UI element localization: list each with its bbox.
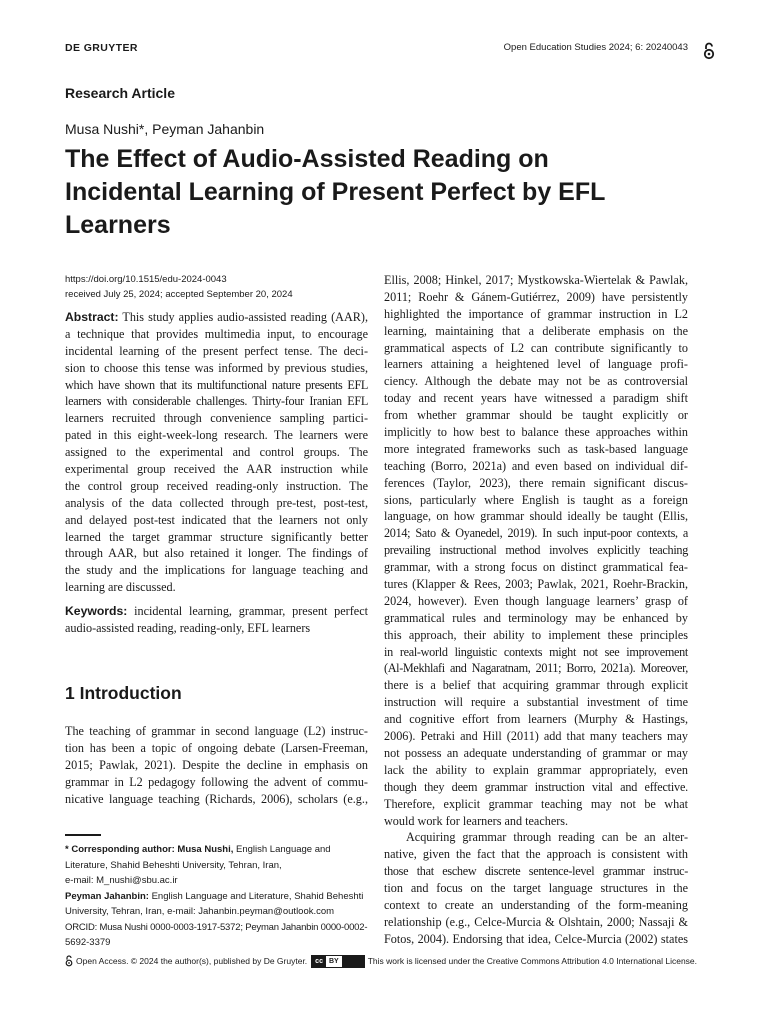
abstract-line: learning are discussed. — [65, 580, 176, 595]
body-line: Ellis, 2008; Hinkel, 2017; Mystkowska-Wiertelak & Pawlak, — [384, 273, 688, 287]
abstract-line: through AAR, but also retained it longer. The findings of — [65, 546, 368, 561]
body-line: Acquiring grammar through reading can be an alter- — [406, 830, 688, 845]
body-line: would work for learners and teachers. — [384, 813, 569, 828]
footnote-line: 5692-3379 — [65, 937, 111, 948]
article-category: Research Article — [65, 85, 175, 101]
second-author-label: Peyman Jahanbin: — [65, 890, 149, 902]
footnotes — [65, 842, 368, 951]
cc-label: cc — [312, 956, 326, 967]
open-access-lock-icon — [65, 955, 73, 967]
footnote-line: Literature, Shahid Beheshti University, Tehran, Iran, — [65, 859, 282, 871]
abstract-line: incidental learning of the present perfect tense. The deci- — [65, 343, 368, 358]
body-line: learners attaining a heightened level of language profi- — [384, 357, 688, 372]
body-line: in real-world linguistic contexts might not see improvement — [384, 644, 688, 659]
abstract-line: a technique that provides multimedia input, to encourage — [65, 326, 368, 341]
abstract-label: Abstract: — [65, 310, 119, 324]
body-line: instruction will require a substantial investment of time — [384, 695, 688, 710]
body-line: sions, particularly where English is taught as a foreign — [384, 492, 688, 507]
body-line: grammatical aspects of L2 can contribute significantly to — [384, 340, 688, 355]
body-line: context to create an understanding of the form-meaning — [384, 897, 688, 912]
body-line: 2024, however). Even though language learners’ grasp of — [384, 593, 688, 608]
publisher-logo: DE GRUYTER — [65, 42, 138, 54]
body-line: not possess an adequate understanding of grammar or may — [384, 745, 688, 760]
footnote-line: University, Tehran, Iran, e-mail: Jahanbin.peyman@outlook.com — [65, 906, 335, 917]
body-line: grammar in L2 pedagogy following the advent of commu- — [65, 774, 368, 789]
abstract-line: sion to choose this tense was informed by previous studies, — [65, 360, 368, 375]
by-label: BY — [328, 957, 339, 965]
doi-link[interactable]: https://doi.org/10.1515/edu-2024-0043 — [65, 274, 227, 285]
abstract-line: learned the target grammar structure significantly better — [65, 529, 368, 544]
body-line: 2014; Sato & Oyanedel, 2019). In such input-poor contexts, a — [384, 526, 688, 541]
body-line: from whether grammar should be taught explicitly or — [384, 408, 688, 423]
body-line: tures (Klapper & Rees, 2003; Pawlak, 2021, Roehr-Brackin, — [384, 577, 688, 592]
body-line: tion has been a topic of ongoing debate (Larsen-Freeman, — [65, 740, 368, 755]
body-line: (Al-Mekhlafi and Nagaratnam, 2011; Borro, 2021a). Moreover, — [384, 661, 688, 676]
article-title — [65, 143, 705, 242]
footnote-divider — [65, 834, 101, 836]
body-line: grammar, with a strong focus on distinct grammatical fea- — [384, 560, 688, 575]
title-line: The Effect of Audio-Assisted Reading on — [65, 145, 549, 173]
keywords-line: incidental learning, grammar, present perfect — [127, 604, 368, 618]
body-line: 2006). Petraki and Hill (2011) add that many teachers may — [384, 729, 688, 744]
abstract-line: experimental group received the AAR instruction while — [65, 462, 368, 477]
body-line: teaching (Borro, 2021a) and even based on individual dif- — [384, 458, 688, 473]
body-line: lack the ability to explain grammar appropriately, even — [384, 762, 688, 777]
body-line: tion and focus on the target language structures in the — [384, 881, 688, 896]
license-text: This work is licensed under the Creative Commons Attribution 4.0 International License. — [367, 956, 698, 966]
body-line: this approach, their ability to implement these principles — [384, 627, 688, 642]
abstract-line: learners recruited through convenience sampling partici- — [65, 411, 368, 426]
section-heading: 1 Introduction — [65, 683, 182, 703]
body-line: relationship (e.g., Celce-Murcia & Olshtain, 2000; Nassaji & — [384, 914, 688, 929]
body-line: native, given the fact that the approach is consistent with — [384, 847, 688, 862]
introduction-body — [65, 723, 368, 807]
open-access-lock-icon — [703, 42, 715, 60]
body-line: language, on how grammar should ideally be taught (Ellis, — [384, 509, 688, 524]
keywords-label: Keywords: — [65, 604, 128, 618]
body-line: and cognitive effort from learners (Murphy & Hastings, — [384, 712, 688, 727]
body-line: Therefore, explicit grammar teaching may not be what — [384, 796, 688, 811]
footnote-line: English Language and — [233, 844, 331, 855]
body-line: grammatical rules and terminology may be enhanced by — [384, 610, 688, 625]
body-line: there is a belief that acquiring grammar through explicit — [384, 678, 688, 693]
badge-bar — [342, 956, 364, 967]
corresponding-author-label: * Corresponding author: Musa Nushi, — [65, 844, 234, 855]
copyright-text: Open Access. © 2024 the author(s), published by De Gruyter. — [76, 956, 308, 966]
body-line: learning, maintaining that a deliberate emphasis on the — [384, 323, 688, 338]
cc-by-license-badge[interactable] — [311, 955, 365, 968]
title-line: Learners — [65, 211, 171, 239]
body-line: more integrated frameworks such as task-based language — [384, 441, 688, 456]
abstract-line: assigned to the experimental and control groups. The — [65, 445, 368, 460]
journal-reference: Open Education Studies 2024; 6: 20240043 — [503, 42, 688, 53]
right-column-body — [384, 272, 688, 948]
author-list: Musa Nushi*, Peyman Jahanbin — [65, 121, 265, 137]
footnote-line: English Language and Literature, Shahid Beheshti — [148, 890, 364, 902]
body-line: nicative language teaching (Richards, 2006), scholars (e.g., — [65, 791, 368, 806]
footnote-line: ORCID: Musa Nushi 0000-0003-1917-5372; Peyman Jahanbin 0000-0002- — [65, 921, 368, 933]
abstract-line: the control group received reading-only instruction. The — [65, 478, 368, 493]
abstract-line: pated in this eight-week-long research. The learners were — [65, 428, 368, 443]
abstract-line: analysis of the data collected through pre-test, post-test, — [65, 495, 368, 510]
body-line: 2015; Pawlak, 2021). Despite the decline in emphasis on — [65, 757, 368, 772]
body-line: The teaching of grammar in second language (L2) instruc- — [65, 724, 368, 738]
body-line: highlighted the importance of grammar instruction in L2 — [384, 306, 688, 321]
body-line: Fotos, 2004). Endorsing that idea, Celce-Murcia (2002) states — [384, 931, 688, 946]
license-footer — [65, 954, 705, 968]
title-line: Incidental Learning of Present Perfect by EFL — [65, 178, 606, 206]
body-line: 2011; Roehr & Gánem-Gutiérrez, 2009) have persistently — [384, 289, 688, 304]
abstract-line: learners with considerable challenges. Thirty-four Iranian EFL — [65, 394, 368, 409]
received-dates: received July 25, 2024; accepted September 20, 2024 — [65, 289, 293, 300]
keywords-line: audio-assisted reading, reading-only, EFL learners — [65, 620, 311, 635]
body-line: implicitly to how best to balance these approaches within — [384, 425, 688, 440]
body-line: today and recent years have witnessed a paradigm shift — [384, 391, 688, 406]
body-line: ferences (Taylor, 2023), there remain significant discus- — [384, 475, 688, 490]
abstract-line: which have shown that its multifunctional nature presents EFL — [65, 377, 368, 392]
abstract — [65, 309, 368, 596]
abstract-line: This study applies audio-assisted reading (AAR), — [118, 310, 368, 324]
body-line: prevailing instructional method involves explicitly teaching — [384, 543, 688, 558]
body-line: though they deem grammar instruction vital and effective. — [384, 779, 688, 794]
body-line: ciency. Although the debate may not be as controversial — [384, 374, 688, 389]
footnote-line: e-mail: M_nushi@sbu.ac.ir — [65, 875, 178, 886]
abstract-line: the study and the implications for language teaching and — [65, 563, 368, 578]
abstract-line: and delayed post-test indicated that the learners not only — [65, 512, 368, 527]
body-line: those that eschew discrete sentence-level grammar instruc- — [384, 864, 688, 879]
keywords — [65, 603, 368, 637]
